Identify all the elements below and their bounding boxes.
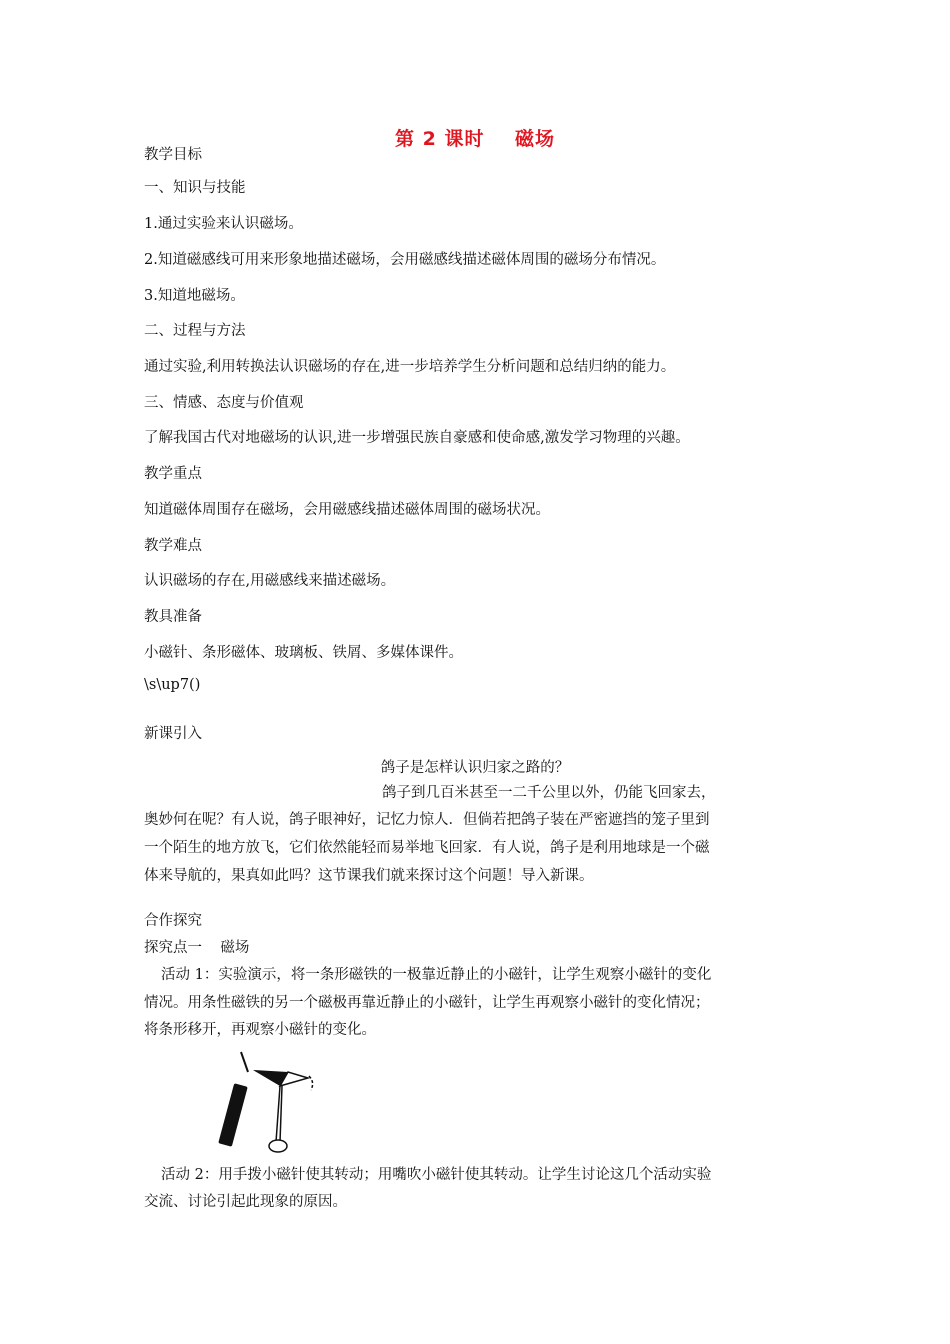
materials-text: 小磁针、条形磁体、玻璃板、铁屑、多媒体课件。 (144, 645, 463, 661)
heading-knowledge-skills: 一、知识与技能 (144, 180, 246, 196)
magnet-compass-figure (208, 1046, 328, 1156)
activity-1-line-3: 将条形移开，再观察小磁针的变化。 (144, 1022, 376, 1038)
activity-2-line-1: 活动 2：用手拨小磁针使其转动；用嘴吹小磁针使其转动。让学生讨论这几个活动实验 (161, 1167, 712, 1183)
heading-introduction: 新课引入 (144, 726, 202, 742)
compass-needle (253, 1070, 313, 1152)
heading-materials: 教具准备 (144, 609, 202, 625)
goal-item-1: 1.通过实验来认识磁场。 (144, 216, 303, 232)
intro-paragraph-line-3: 一个陌生的地方放飞，它们依然能轻而易举地飞回家．有人说，鸽子是利用地球是一个磁 (144, 840, 710, 856)
heading-process-method: 二、过程与方法 (144, 323, 246, 339)
bar-magnet (218, 1052, 248, 1147)
activity-1-line-1: 活动 1：实验演示，将一条形磁铁的一极靠近静止的小磁针，让学生观察小磁针的变化 (161, 967, 712, 983)
emotion-text: 了解我国古代对地磁场的认识,进一步增强民族自豪感和使命感,激发学习物理的兴趣。 (144, 430, 690, 446)
intro-paragraph-line-2: 奥妙何在呢？有人说，鸽子眼神好，记忆力惊人．但倘若把鸽子装在严密遮挡的笼子里到 (144, 812, 710, 828)
activity-2-line-2: 交流、讨论引起此现象的原因。 (144, 1194, 347, 1210)
goal-item-3: 3.知道地磁场。 (144, 288, 245, 304)
activity-1-line-2: 情况。用条性磁铁的另一个磁极再靠近静止的小磁针，让学生再观察小磁针的变化情况； (144, 995, 710, 1011)
heading-difficulties: 教学难点 (144, 538, 202, 554)
heading-emotion-values: 三、情感、态度与价值观 (144, 395, 304, 411)
heading-inquiry-point-1: 探究点一 磁场 (144, 940, 250, 956)
page-title: 第 2 课时 磁场 (395, 128, 555, 150)
heading-cooperative-inquiry: 合作探究 (144, 913, 202, 929)
heading-key-points: 教学重点 (144, 466, 202, 482)
heading-teaching-goals: 教学目标 (144, 147, 202, 163)
field-code-text: \s\up7() (144, 677, 201, 693)
difficulties-text: 认识磁场的存在,用磁感线来描述磁场。 (144, 573, 396, 589)
goal-item-2: 2.知道磁感线可用来形象地描述磁场，会用磁感线描述磁体周围的磁场分布情况。 (144, 252, 666, 268)
intro-paragraph-line-4: 体来导航的，果真如此吗？这节课我们就来探讨这个问题！导入新课。 (144, 868, 594, 884)
intro-paragraph-line-1: 鸽子到几百米甚至一二千公里以外，仍能飞回家去， (382, 785, 716, 801)
key-points-text: 知道磁体周围存在磁场，会用磁感线描述磁体周围的磁场状况。 (144, 502, 550, 518)
intro-question: 鸽子是怎样认识归家之路的？ (380, 760, 570, 776)
process-text: 通过实验,利用转换法认识磁场的存在,进一步培养学生分析问题和总结归纳的能力。 (144, 359, 676, 375)
